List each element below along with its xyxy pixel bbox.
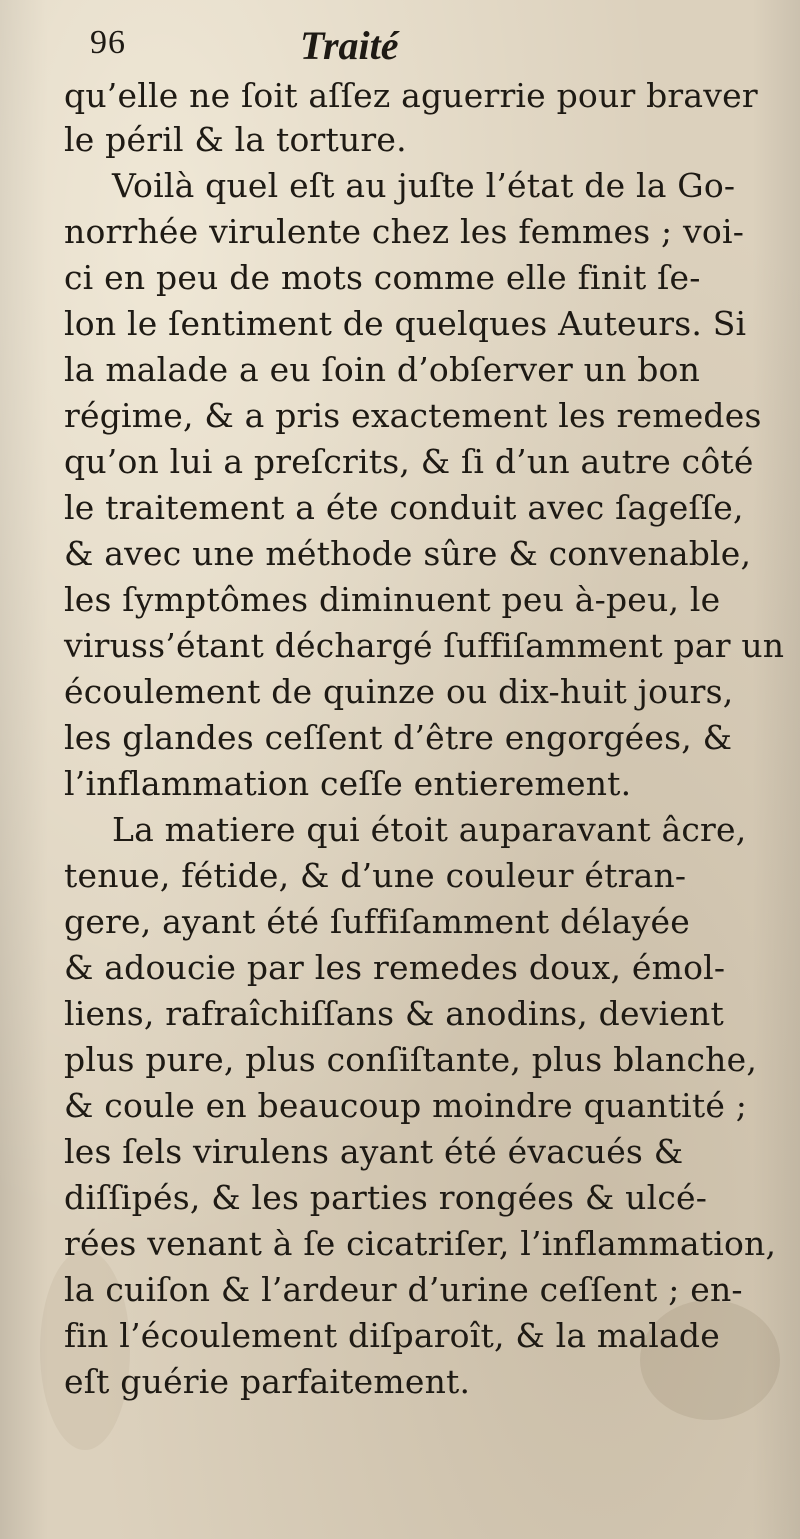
text-line: plus pure, plus conſiſtante, plus blanche, [64,1040,758,1079]
text-line: qu’on lui a preſcrits, & ſi d’un autre côté [64,442,754,481]
text-line: liens, rafraîchiſſans & anodins, devient [64,994,724,1033]
text-line: la malade a eu ſoin d’obſerver un bon [64,350,701,389]
text-line: & avec une méthode sûre & convenable, [64,534,752,573]
text-line: les glandes ceſſent d’être engorgées, & [64,718,733,757]
text-line: la cuiſon & l’ardeur d’urine ceſſent ; en- [64,1270,743,1309]
text-line: gere, ayant été ſuffiſamment délayée [64,902,690,941]
running-title: Traité [300,23,399,68]
text-line: écoulement de quinze ou dix-huit jours, [64,672,734,711]
text-line: La matiere qui étoit auparavant âcre, [112,810,747,849]
page-header [0,22,800,74]
text-line: tenue, fétide, & d’une couleur étran- [64,856,687,895]
text-line: ci en peu de mots comme elle finit ſe- [64,258,701,297]
text-line: les ſymptômes diminuent peu à-peu, le [64,580,721,619]
text-line: Voilà quel eſt au juſte l’état de la Go- [112,166,736,205]
text-line: qu’elle ne ſoit aſſez aguerrie pour braver [64,76,758,115]
text-line: viruss’étant déchargé ſuffiſamment par un [64,626,785,665]
page-number: 96 [90,24,126,61]
text-line: les ſels virulens ayant été évacués & [64,1132,684,1171]
text-line: le traitement a éte conduit avec ſageſſe, [64,488,744,527]
text-line: l’inflammation ceſſe entierement. [64,764,632,803]
text-line: rées venant à ſe cicatriſer, l’inflammation, [64,1224,777,1263]
text-line: lon le ſentiment de quelques Auteurs. Si [64,304,747,343]
text-line: eſt guérie parfaitement. [64,1362,471,1401]
text-line: & adoucie par les remedes doux, émol- [64,948,726,987]
text-line: diſſipés, & les parties rongées & ulcé- [64,1178,708,1217]
text-line: fin l’écoulement diſparoît, & la malade [64,1316,720,1355]
text-line: & coule en beaucoup moindre quantité ; [64,1086,748,1125]
text-line: le péril & la torture. [64,120,407,159]
text-line: norrhée virulente chez les femmes ; voi- [64,212,745,251]
text-line: régime, & a pris exactement les remedes [64,396,762,435]
